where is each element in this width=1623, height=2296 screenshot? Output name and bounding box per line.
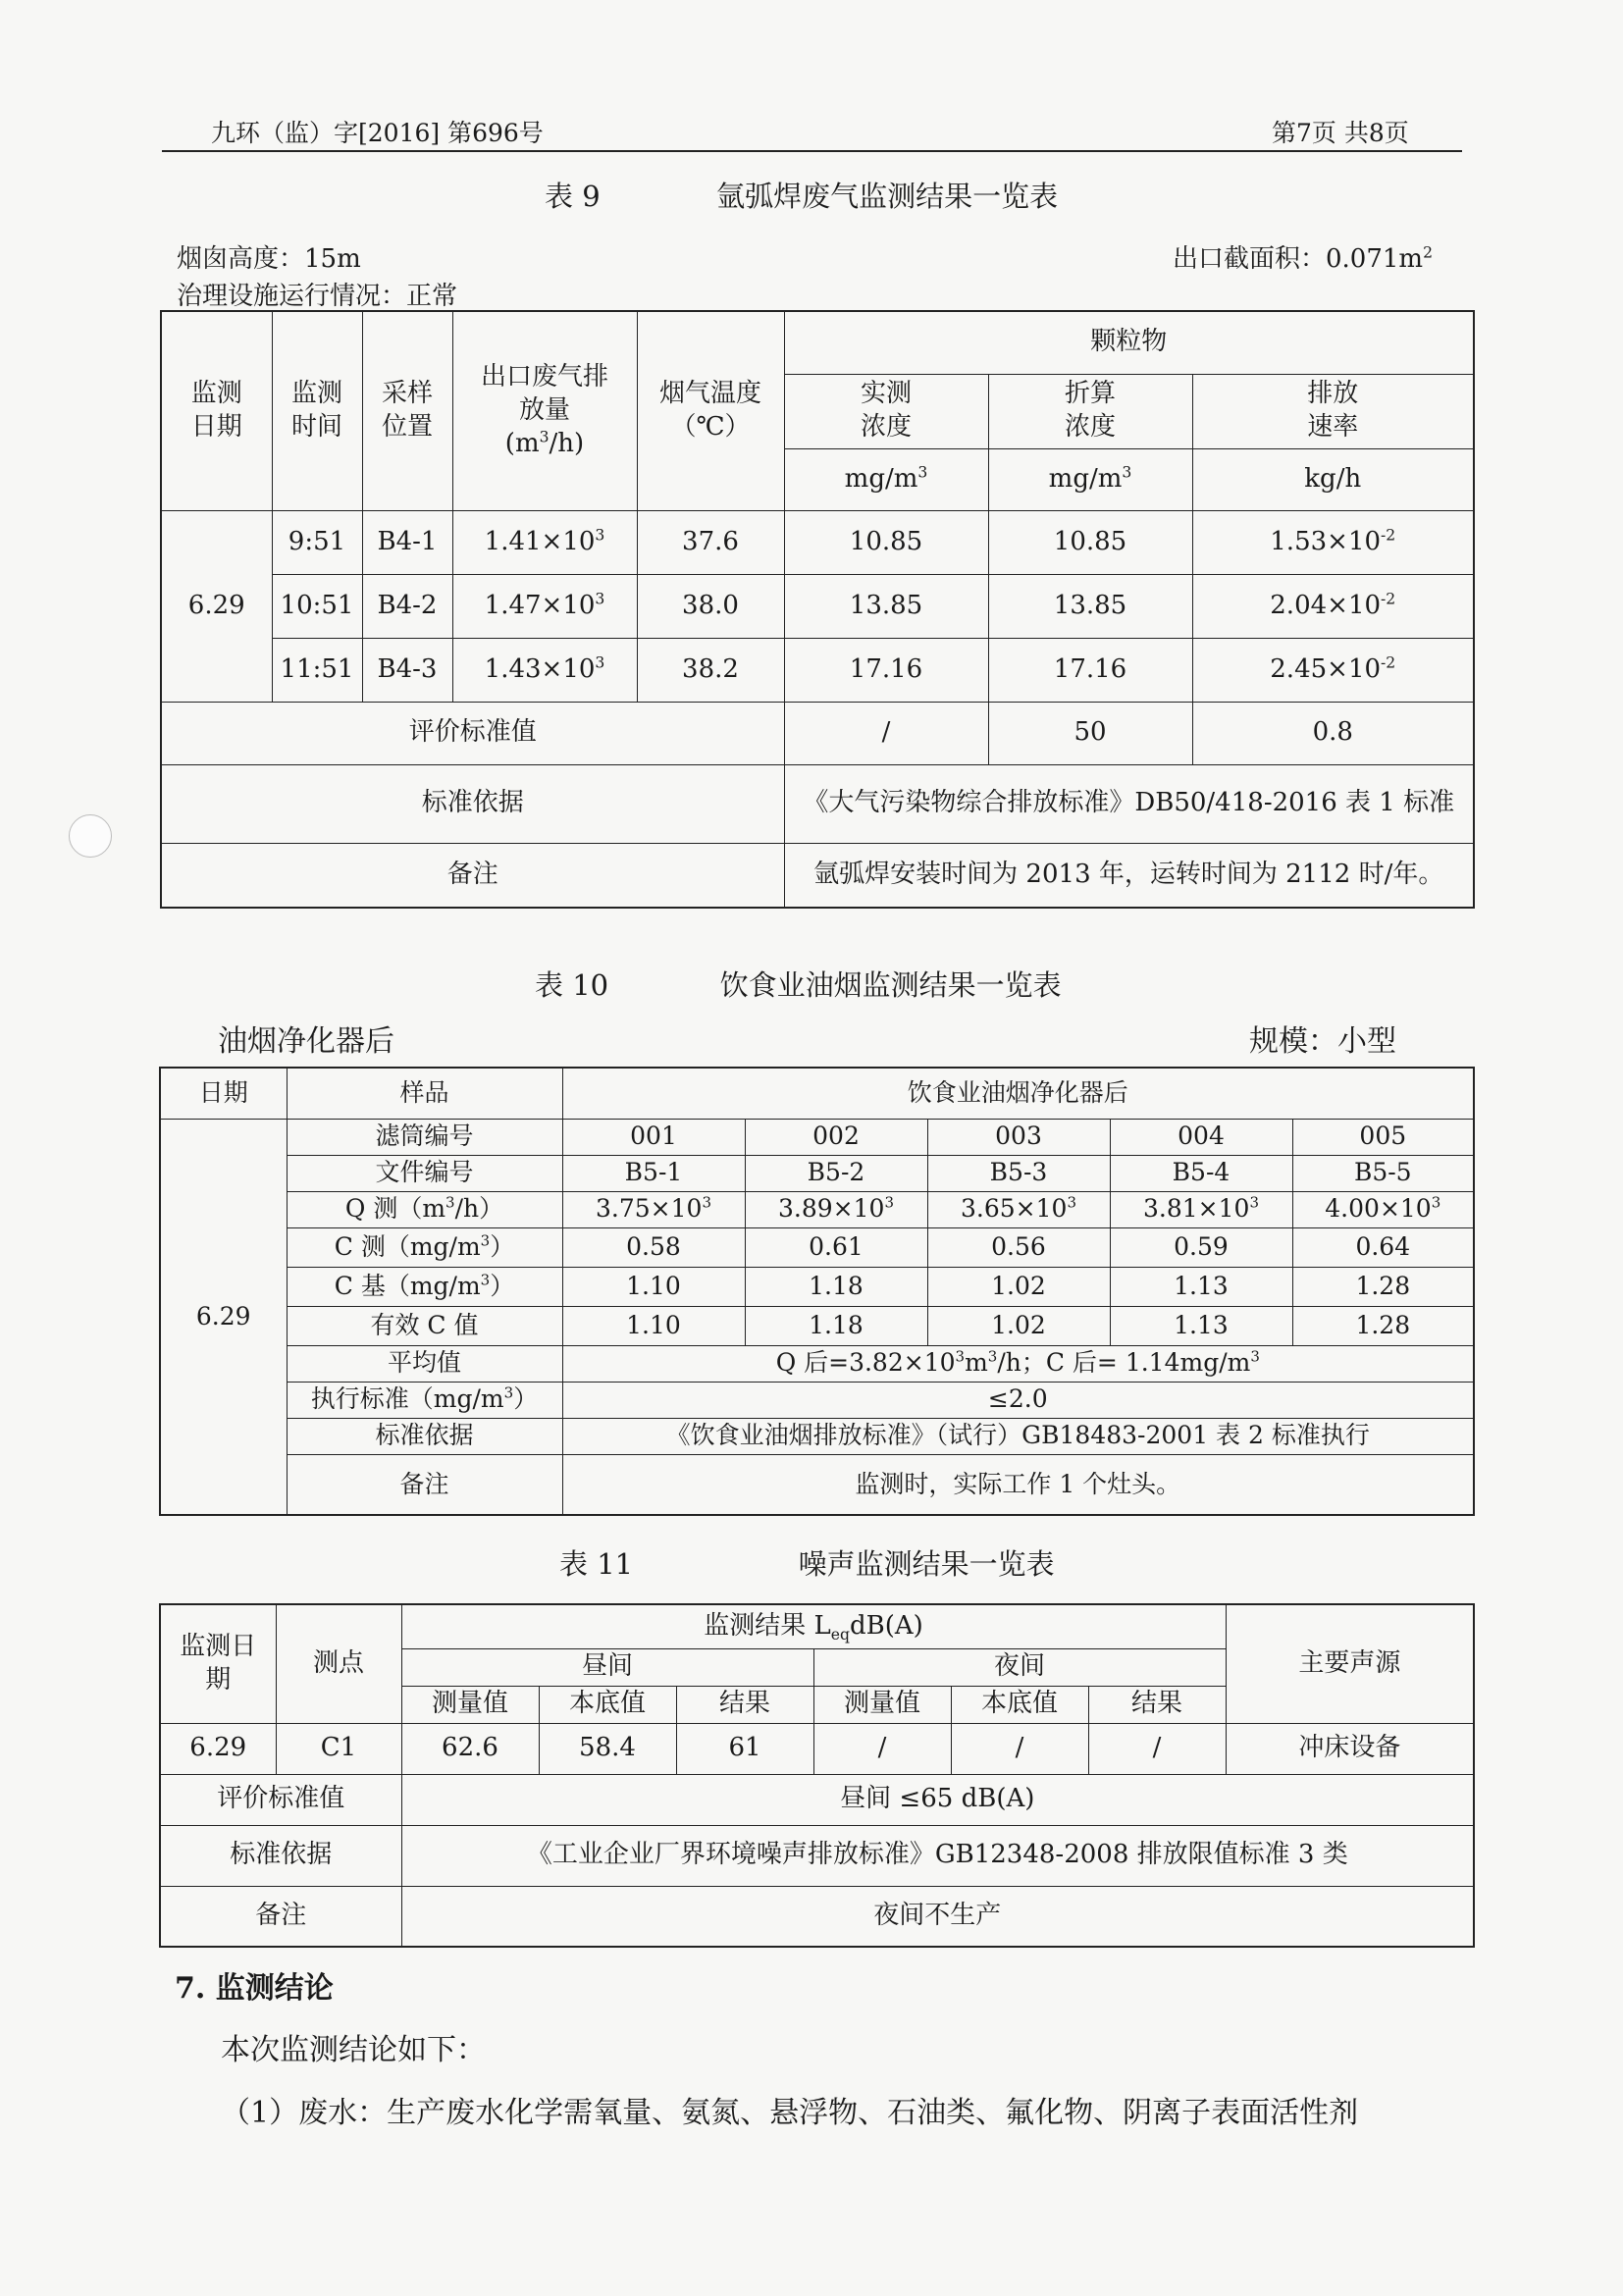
document-number: 九环（监）字[2016] 第696号 xyxy=(211,119,544,147)
table10 xyxy=(159,1067,1475,1516)
c-base-cell: 1.02 xyxy=(927,1267,1110,1306)
day-result-cell: 61 xyxy=(676,1723,813,1774)
standard-row xyxy=(161,702,1474,764)
night-result-cell: / xyxy=(1088,1723,1226,1774)
basis-label: 标准依据 xyxy=(161,764,784,843)
date-cell: 6.29 xyxy=(160,1119,287,1515)
unit-measured: $mg/m^3$ xyxy=(784,448,988,510)
purifier-header: 饮食业油烟净化器后 xyxy=(562,1068,1474,1119)
table9-caption-title: 氩弧焊废气监测结果一览表 xyxy=(716,180,1059,213)
col-time-header: 监测时间 xyxy=(272,311,362,510)
basis-value: 《大气污染物综合排放标准》DB50/418-2016 表 1 标准 xyxy=(784,764,1474,843)
day-measured-header: 测量值 xyxy=(401,1686,539,1723)
table-row xyxy=(161,638,1474,702)
basis-value: 《工业企业厂界环境噪声排放标准》GB12348-2008 排放限值标准 3 类 xyxy=(401,1825,1474,1886)
remark-value: 夜间不生产 xyxy=(401,1886,1474,1947)
table10-caption-title: 饮食业油烟监测结果一览表 xyxy=(719,968,1062,1002)
basis-row xyxy=(160,1825,1474,1886)
basis-row xyxy=(160,1418,1474,1454)
temp-cell: 37.6 xyxy=(637,510,784,574)
standard-converted: 50 xyxy=(988,702,1192,764)
conclusion-intro: 本次监测结论如下： xyxy=(221,2033,486,2067)
remark-row xyxy=(160,1454,1474,1515)
row-label: 滤筒编号 xyxy=(287,1119,562,1155)
night-background-cell: / xyxy=(951,1723,1088,1774)
day-result-header: 结果 xyxy=(676,1686,813,1723)
table-row xyxy=(160,1119,1474,1155)
night-header: 夜间 xyxy=(813,1648,1226,1686)
row-label: 有效 C 值 xyxy=(287,1306,562,1345)
particle-header: 颗粒物 xyxy=(784,311,1474,374)
standard-value: 昼间 ≤65 dB(A) xyxy=(401,1774,1474,1825)
row-label: 备注 xyxy=(287,1454,562,1515)
file-cell: B5-4 xyxy=(1110,1155,1292,1191)
section-title: 7. 监测结论 xyxy=(175,1971,334,2006)
rate-cell: $2.45\times 10^{-2}$ xyxy=(1192,638,1474,702)
c-measured-cell: 0.61 xyxy=(745,1227,927,1267)
source-header: 主要声源 xyxy=(1226,1604,1474,1723)
c-effective-cell: 1.02 xyxy=(927,1306,1110,1345)
average-row xyxy=(160,1345,1474,1382)
c-effective-cell: 1.18 xyxy=(745,1306,927,1345)
filter-cell: 002 xyxy=(745,1119,927,1155)
emission-rate-header: 排放速率 xyxy=(1192,374,1474,448)
c-effective-cell: 1.10 xyxy=(562,1306,745,1345)
row-label: C 测$(mg/m^3)$ xyxy=(287,1227,562,1267)
time-cell: 9:51 xyxy=(272,510,362,574)
c-base-cell: 1.13 xyxy=(1110,1267,1292,1306)
table9-caption-number: 表 9 xyxy=(545,180,601,213)
unit-converted: $mg/m^3$ xyxy=(988,448,1192,510)
remark-label: 备注 xyxy=(160,1886,401,1947)
source-cell: 冲床设备 xyxy=(1226,1723,1474,1774)
average-value: Q 后$=3.82\times 10^3m^3/h$；C 后= $1.14mg/m^3$ xyxy=(562,1345,1474,1382)
punch-hole xyxy=(69,814,112,858)
date-header: 日期 xyxy=(160,1068,287,1119)
measured-conc-header: 实测浓度 xyxy=(784,374,988,448)
conclusion-item-1: （1）废水：生产废水化学需氧量、氨氮、悬浮物、石油类、氟化物、阴离子表面活性剂 xyxy=(221,2096,1359,2130)
table-row xyxy=(160,1191,1474,1227)
converted-cell: 10.85 xyxy=(988,510,1192,574)
basis-label: 标准依据 xyxy=(160,1825,401,1886)
q-cell: $3.65\times 10^3$ xyxy=(927,1191,1110,1227)
c-measured-cell: 0.58 xyxy=(562,1227,745,1267)
table9 xyxy=(160,310,1475,909)
table-row xyxy=(160,1227,1474,1267)
col-flow-header: 出口废气排放量$(m^3/h)$ xyxy=(452,311,637,510)
table-row xyxy=(160,1306,1474,1345)
page-indicator: 第7页 共8页 xyxy=(1272,119,1409,147)
table-row xyxy=(160,1155,1474,1191)
file-cell: B5-1 xyxy=(562,1155,745,1191)
outlet-area: 出口截面积：$0.071m^2$ xyxy=(1173,243,1434,274)
table-row xyxy=(161,574,1474,638)
standard-label: 评价标准值 xyxy=(160,1774,401,1825)
night-measured-cell: / xyxy=(813,1723,951,1774)
point-cell: C1 xyxy=(276,1723,401,1774)
result-header: 监测结果 $L_{eq}dB(A)$ xyxy=(401,1604,1226,1648)
night-background-header: 本底值 xyxy=(951,1686,1088,1723)
remark-row xyxy=(161,843,1474,908)
filter-cell: 003 xyxy=(927,1119,1110,1155)
q-cell: $3.75\times 10^3$ xyxy=(562,1191,745,1227)
sample-header: 样品 xyxy=(287,1068,562,1119)
chimney-height: 烟囱高度：15m xyxy=(177,244,361,274)
table10-caption xyxy=(535,964,1062,1004)
basis-value: 《饮食业油烟排放标准》（试行）GB18483-2001 表 2 标准执行 xyxy=(562,1418,1474,1454)
day-background-header: 本底值 xyxy=(539,1686,676,1723)
standard-measured: / xyxy=(784,702,988,764)
file-cell: B5-5 xyxy=(1292,1155,1474,1191)
q-cell: $3.89\times 10^3$ xyxy=(745,1191,927,1227)
remark-row xyxy=(160,1886,1474,1947)
flow-cell: $1.43\times 10^3$ xyxy=(452,638,637,702)
remark-value: 氩弧焊安装时间为 2013 年，运转时间为 2112 时/年。 xyxy=(784,843,1474,908)
row-label: 平均值 xyxy=(287,1345,562,1382)
c-measured-cell: 0.56 xyxy=(927,1227,1110,1267)
table-row xyxy=(160,1267,1474,1306)
col-date-header: 监测日期 xyxy=(161,311,272,510)
rate-cell: $2.04\times 10^{-2}$ xyxy=(1192,574,1474,638)
c-effective-cell: 1.13 xyxy=(1110,1306,1292,1345)
standard-rate: 0.8 xyxy=(1192,702,1474,764)
position-cell: B4-3 xyxy=(362,638,452,702)
filter-cell: 004 xyxy=(1110,1119,1292,1155)
unit-rate: kg/h xyxy=(1192,448,1474,510)
sample-location: 油烟净化器后 xyxy=(218,1024,394,1059)
col-position-header: 采样位置 xyxy=(362,311,452,510)
point-header: 测点 xyxy=(276,1604,401,1723)
c-measured-cell: 0.64 xyxy=(1292,1227,1474,1267)
remark-label: 备注 xyxy=(161,843,784,908)
table11 xyxy=(159,1603,1475,1948)
table-row xyxy=(160,1723,1474,1774)
c-base-cell: 1.28 xyxy=(1292,1267,1474,1306)
header-rule xyxy=(162,150,1462,152)
measured-cell: 10.85 xyxy=(784,510,988,574)
file-cell: B5-2 xyxy=(745,1155,927,1191)
day-measured-cell: 62.6 xyxy=(401,1723,539,1774)
rate-cell: $1.53\times 10^{-2}$ xyxy=(1192,510,1474,574)
date-cell: 6.29 xyxy=(160,1723,276,1774)
temp-cell: 38.0 xyxy=(637,574,784,638)
table-row xyxy=(161,510,1474,574)
night-measured-header: 测量值 xyxy=(813,1686,951,1723)
position-cell: B4-2 xyxy=(362,574,452,638)
table9-caption xyxy=(545,175,1058,215)
standard-row xyxy=(160,1774,1474,1825)
filter-cell: 005 xyxy=(1292,1119,1474,1155)
date-header: 监测日期 xyxy=(160,1604,276,1723)
file-cell: B5-3 xyxy=(927,1155,1110,1191)
c-base-cell: 1.10 xyxy=(562,1267,745,1306)
standard-label: 评价标准值 xyxy=(161,702,784,764)
table11-caption xyxy=(559,1542,1055,1583)
row-label: Q 测$(m^3/h)$ xyxy=(287,1191,562,1227)
converted-conc-header: 折算浓度 xyxy=(988,374,1192,448)
standard-row xyxy=(160,1382,1474,1418)
temp-cell: 38.2 xyxy=(637,638,784,702)
day-background-cell: 58.4 xyxy=(539,1723,676,1774)
day-header: 昼间 xyxy=(401,1648,813,1686)
position-cell: B4-1 xyxy=(362,510,452,574)
c-measured-cell: 0.59 xyxy=(1110,1227,1292,1267)
row-label: 标准依据 xyxy=(287,1418,562,1454)
facility-status: 治理设施运行情况：正常 xyxy=(177,282,458,311)
table11-caption-number: 表 11 xyxy=(559,1547,634,1581)
c-base-cell: 1.18 xyxy=(745,1267,927,1306)
measured-cell: 13.85 xyxy=(784,574,988,638)
c-effective-cell: 1.28 xyxy=(1292,1306,1474,1345)
table11-caption-title: 噪声监测结果一览表 xyxy=(798,1547,1055,1581)
flow-cell: $1.41\times 10^3$ xyxy=(452,510,637,574)
row-label: C 基$(mg/m^3)$ xyxy=(287,1267,562,1306)
row-label: 执行标准$(mg/m^3)$ xyxy=(287,1382,562,1418)
col-temp-header: 烟气温度（℃） xyxy=(637,311,784,510)
converted-cell: 17.16 xyxy=(988,638,1192,702)
remark-value: 监测时，实际工作 1 个灶头。 xyxy=(562,1454,1474,1515)
measured-cell: 17.16 xyxy=(784,638,988,702)
row-label: 文件编号 xyxy=(287,1155,562,1191)
night-result-header: 结果 xyxy=(1088,1686,1226,1723)
standard-value: ≤2.0 xyxy=(562,1382,1474,1418)
flow-cell: $1.47\times 10^3$ xyxy=(452,574,637,638)
time-cell: 10:51 xyxy=(272,574,362,638)
converted-cell: 13.85 xyxy=(988,574,1192,638)
q-cell: $3.81\times 10^3$ xyxy=(1110,1191,1292,1227)
table10-caption-number: 表 10 xyxy=(535,968,609,1002)
q-cell: $4.00\times 10^3$ xyxy=(1292,1191,1474,1227)
date-cell: 6.29 xyxy=(161,510,272,702)
time-cell: 11:51 xyxy=(272,638,362,702)
scale-label: 规模：小型 xyxy=(1249,1024,1396,1059)
filter-cell: 001 xyxy=(562,1119,745,1155)
basis-row xyxy=(161,764,1474,843)
